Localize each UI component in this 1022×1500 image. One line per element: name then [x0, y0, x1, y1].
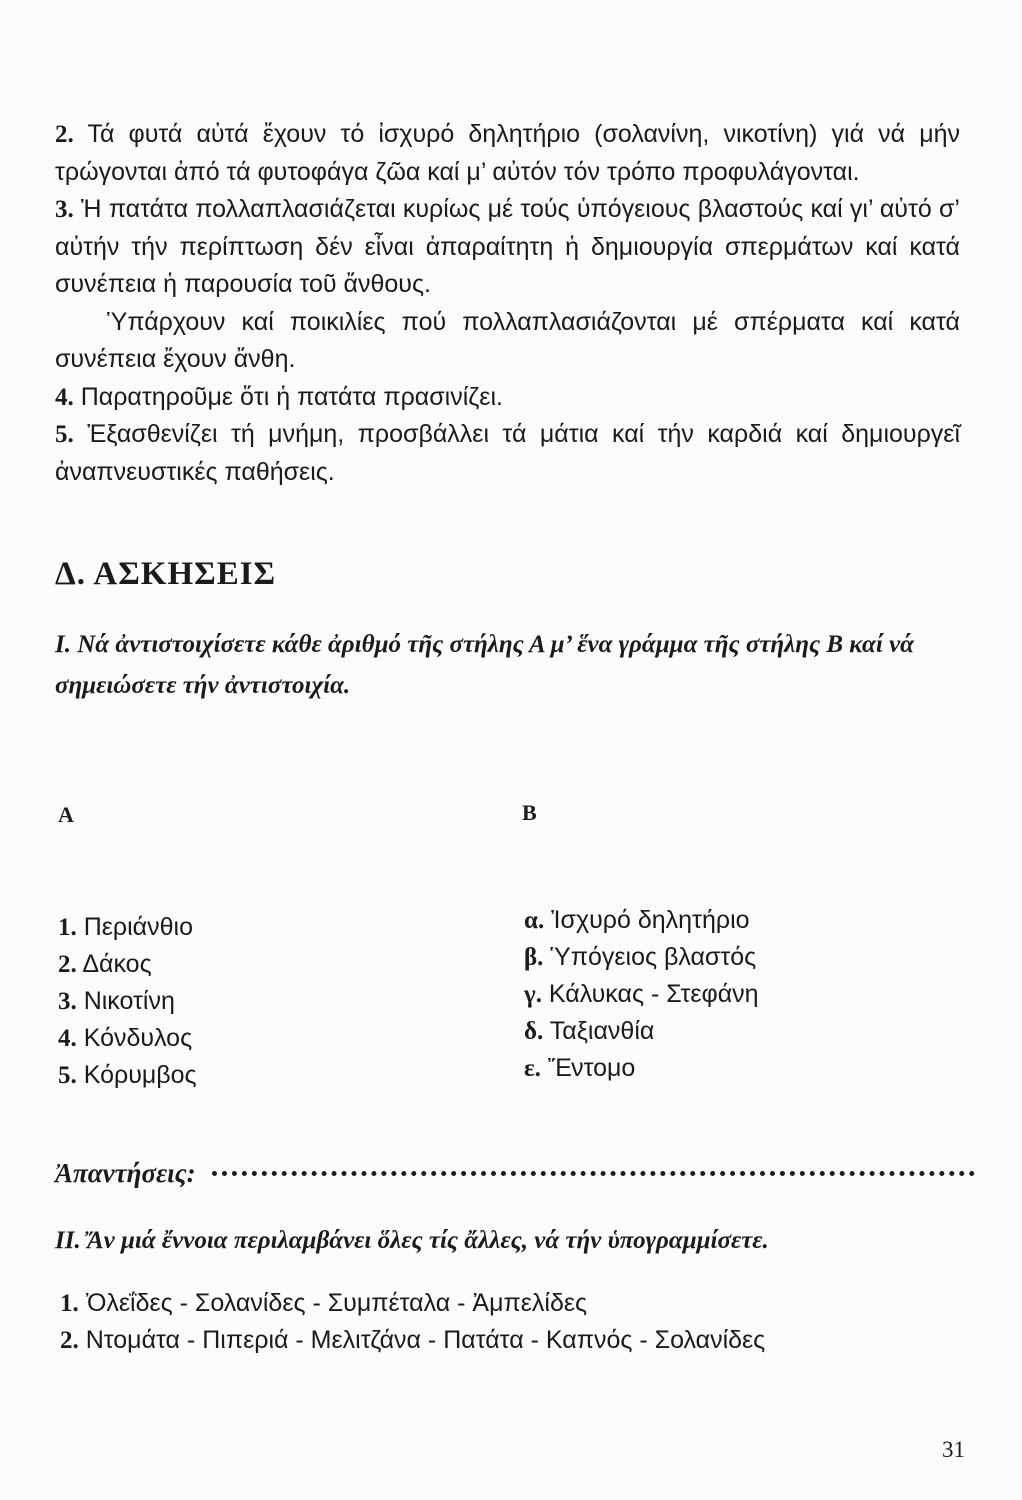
answers-label: Ἀπαντήσεις: [55, 1158, 196, 1188]
answer-text: Παρατηροῦμε ὅτι ἡ πατάτα πρασινίζει. [80, 382, 503, 411]
list-item [58, 909, 197, 946]
list-item [524, 976, 759, 1013]
item-letter: α. [524, 907, 545, 934]
item-text: Δάκος [82, 950, 152, 978]
item-text: Περιάνθιο [83, 913, 193, 941]
item-number: 4. [55, 383, 74, 411]
answer-fill-line[interactable] [212, 1171, 975, 1176]
list-item [58, 983, 197, 1020]
list-item [60, 1322, 965, 1359]
answer-text: Ὑπάρχουν καί ποικιλίες πού πολλαπλασιάζονται μέ σπέρματα καί κατά συνέπεια ἔχουν ἄνθη. [55, 307, 960, 373]
item-text: Κόρυμβος [83, 1061, 197, 1089]
exercise-2-list [60, 1285, 965, 1359]
item-number: 5. [58, 1062, 77, 1089]
list-item [524, 939, 759, 976]
list-item [60, 1285, 965, 1322]
answer-text: Ἡ πατάτα πολλαπλασιάζεται κυρίως μέ τούς ὑπόγειους βλαστούς καί γι’ αὐτό σ’ αὐτήν τήν περίπτωση δέν εἶναι ἀπαραίτητη ἡ δημιουργία σπερμάτων καί κατά συνέπεια ἡ παρουσία τοῦ ἄνθους. [55, 195, 960, 298]
list-item [524, 1013, 759, 1050]
item-number: 2. [58, 951, 77, 978]
column-b-list [524, 902, 759, 1087]
item-letter: γ. [524, 981, 542, 1008]
answer-item-4 [55, 379, 960, 417]
column-a-header: Α [58, 802, 74, 827]
item-text: Ντομάτα - Πιπεριά - Μελιτζάνα - Πατάτα - Καπνός - Σολανίδες [85, 1326, 766, 1354]
item-number: 1. [60, 1290, 79, 1317]
exercise-2-instruction: ΙΙ. Ἄν μιά ἔννοια περιλαμβάνει ὅλες τίς ἄλλες, νά τήν ὑπογραμμίσετε. [55, 1227, 769, 1254]
item-text: Ταξιανθία [549, 1017, 655, 1045]
item-text: Ὑπόγειος βλαστός [550, 943, 757, 971]
answer-item-3-continued [55, 304, 960, 379]
list-item [524, 902, 759, 939]
item-text: Κάλυκας - Στεφάνη [548, 980, 759, 1008]
list-item [58, 1057, 197, 1094]
page-number: 31 [942, 1437, 965, 1462]
item-number: 2. [60, 1327, 79, 1354]
item-number: 1. [58, 914, 77, 941]
item-text: Ὀλεΐδες - Σολανίδες - Συμπέταλα - Ἀμπελίδες [85, 1289, 588, 1317]
item-number: 3. [55, 196, 74, 223]
item-text: Ἰσχυρό δηλητήριο [551, 906, 750, 934]
answer-item-2 [55, 116, 960, 191]
item-text: Κόνδυλος [83, 1024, 193, 1052]
answer-item-3 [55, 191, 960, 304]
item-letter: β. [524, 944, 544, 971]
answers-line [55, 1158, 975, 1189]
column-a-list [58, 909, 197, 1094]
answer-item-5 [55, 416, 960, 491]
exercise-2 [55, 1220, 970, 1261]
item-number: 4. [58, 1025, 77, 1052]
item-number: 3. [58, 988, 77, 1015]
answer-text: Τά φυτά αὐτά ἔχουν τό ἰσχυρό δηλητήριο (σολανίνη, νικοτίνη) γιά νά μήν τρώγονται ἀπό τά φυτοφάγα ζῶα καί μ’ αὐτόν τόν τρόπο προφυλάγονται. [55, 120, 961, 186]
list-item [58, 1020, 197, 1057]
item-text: Νικοτίνη [83, 987, 175, 1015]
item-letter: ε. [524, 1055, 541, 1082]
column-b-header: Β [522, 800, 537, 825]
answer-text: Ἐξασθενίζει τή μνήμη, προσβάλλει τά μάτια καί τήν καρδιά καί δημιουργεῖ ἀναπνευστικές παθήσεις. [55, 420, 960, 486]
item-number: 5. [55, 421, 74, 448]
item-text: Ἔντομο [547, 1054, 636, 1082]
item-letter: δ. [524, 1018, 544, 1045]
exercise-1 [55, 624, 965, 706]
exercise-1-instruction: Ι. Νά ἀντιστοιχίσετε κάθε ἀριθμό τῆς στήλης Α μ’ ἕνα γράμμα τῆς στήλης Β καί νά σημειώσετε τήν ἀντιστοιχία. [55, 631, 915, 699]
list-item [524, 1050, 759, 1087]
item-number: 2. [55, 121, 74, 148]
answers-section [55, 116, 960, 491]
list-item [58, 946, 197, 983]
section-heading: Δ. ΑΣΚΗΣΕΙΣ [55, 556, 277, 592]
